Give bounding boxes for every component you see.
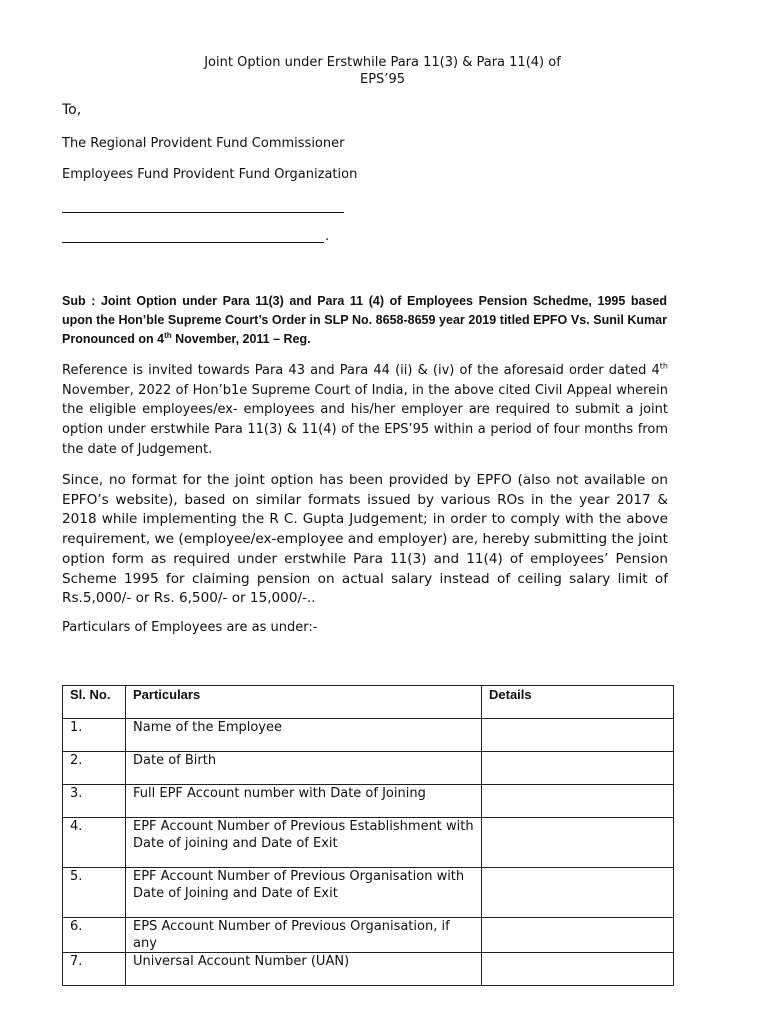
subject-text-2: November, 2011 – Reg. (171, 332, 311, 346)
row-details-cell[interactable] (482, 785, 674, 818)
row-number: 2. (63, 752, 126, 785)
table-row (63, 868, 674, 918)
row-details-cell[interactable] (482, 953, 674, 986)
table-row (63, 818, 674, 868)
subject-line (62, 292, 667, 349)
row-number: 5. (63, 868, 126, 918)
particulars-intro: Particulars of Employees are as under:- (62, 620, 318, 635)
row-particular: EPF Account Number of Previous Organisation with Date of Joining and Date of Exit (126, 868, 482, 918)
table-row (63, 918, 674, 953)
header-details: Details (482, 686, 674, 719)
row-particular: Full EPF Account number with Date of Joining (126, 785, 482, 818)
reference-text-2: November, 2022 of Hon’b1e Supreme Court of India, in the above cited Civil Appeal wherein the eligible employees/ex- employees and his/her employer are required to submit a joint option under erstwhile Para 11(3) & 11(4) of the EPS’95 within a period of four months from the date of Judgement. (62, 382, 668, 457)
reference-paragraph (62, 361, 668, 460)
row-particular: Date of Birth (126, 752, 482, 785)
employee-particulars-table (62, 685, 674, 986)
header-particulars: Particulars (126, 686, 482, 719)
addressee-line-2: Employees Fund Provident Fund Organization (62, 167, 358, 182)
format-paragraph: Since, no format for the joint option has been provided by EPFO (also not available on EPFO’s website), based on similar formats issued by various ROs in the year 2017 & 2018 while implementing the R C. Gupta Judgement; in order to comply with the above requirement, we (employee/ex-employee and employer) are, hereby submitting the joint option form as required under erstwhile Para 11(3) and 11(4) of employees’ Pension Scheme 1995 for claiming pension on actual salary instead of ceiling salary limit of Rs.5,000/- or Rs. 6,500/- or 15,000/-.. (62, 472, 668, 607)
row-details-cell[interactable] (482, 719, 674, 752)
row-details-cell[interactable] (482, 868, 674, 918)
table-header-row (63, 686, 674, 719)
row-particular: Universal Account Number (UAN) (126, 953, 482, 986)
subject-superscript: th (164, 330, 172, 340)
row-particular: Name of the Employee (126, 719, 482, 752)
header-sl-no: Sl. No. (63, 686, 126, 719)
table-row (63, 953, 674, 986)
row-number: 7. (63, 953, 126, 986)
table-row (63, 719, 674, 752)
addressee-line-1: The Regional Provident Fund Commissioner (62, 136, 345, 151)
row-particular: EPS Account Number of Previous Organisation, if any (126, 918, 482, 953)
row-number: 1. (63, 719, 126, 752)
row-details-cell[interactable] (482, 752, 674, 785)
row-details-cell[interactable] (482, 918, 674, 953)
table-row (63, 752, 674, 785)
address-blank-line-1 (62, 212, 344, 213)
reference-superscript: th (659, 361, 668, 371)
row-particular: EPF Account Number of Previous Establishment with Date of joining and Date of Exit (126, 818, 482, 868)
salutation: To, (62, 102, 82, 118)
table-row (63, 785, 674, 818)
document-title (100, 54, 665, 88)
row-details-cell[interactable] (482, 818, 674, 868)
reference-text-1: Reference is invited towards Para 43 and Para 44 (ii) & (iv) of the aforesaid order dated 4 (62, 363, 660, 378)
title-line-1: Joint Option under Erstwhile Para 11(3) & Para 11(4) of (204, 55, 561, 70)
subject-text-1: Sub : Joint Option under Para 11(3) and Para 11 (4) of Employees Pension Schedme, 1995 based upon the Hon’ble Supreme Court’s Order in SLP No. 8658-8659 year 2019 titled EPFO Vs. Sunil Kumar Pronounced on 4 (62, 294, 667, 346)
row-number: 3. (63, 785, 126, 818)
row-number: 6. (63, 918, 126, 953)
title-line-2: EPS’95 (360, 72, 405, 87)
address-blank-suffix: . (325, 229, 330, 244)
address-blank-line-2 (62, 242, 324, 243)
row-number: 4. (63, 818, 126, 868)
